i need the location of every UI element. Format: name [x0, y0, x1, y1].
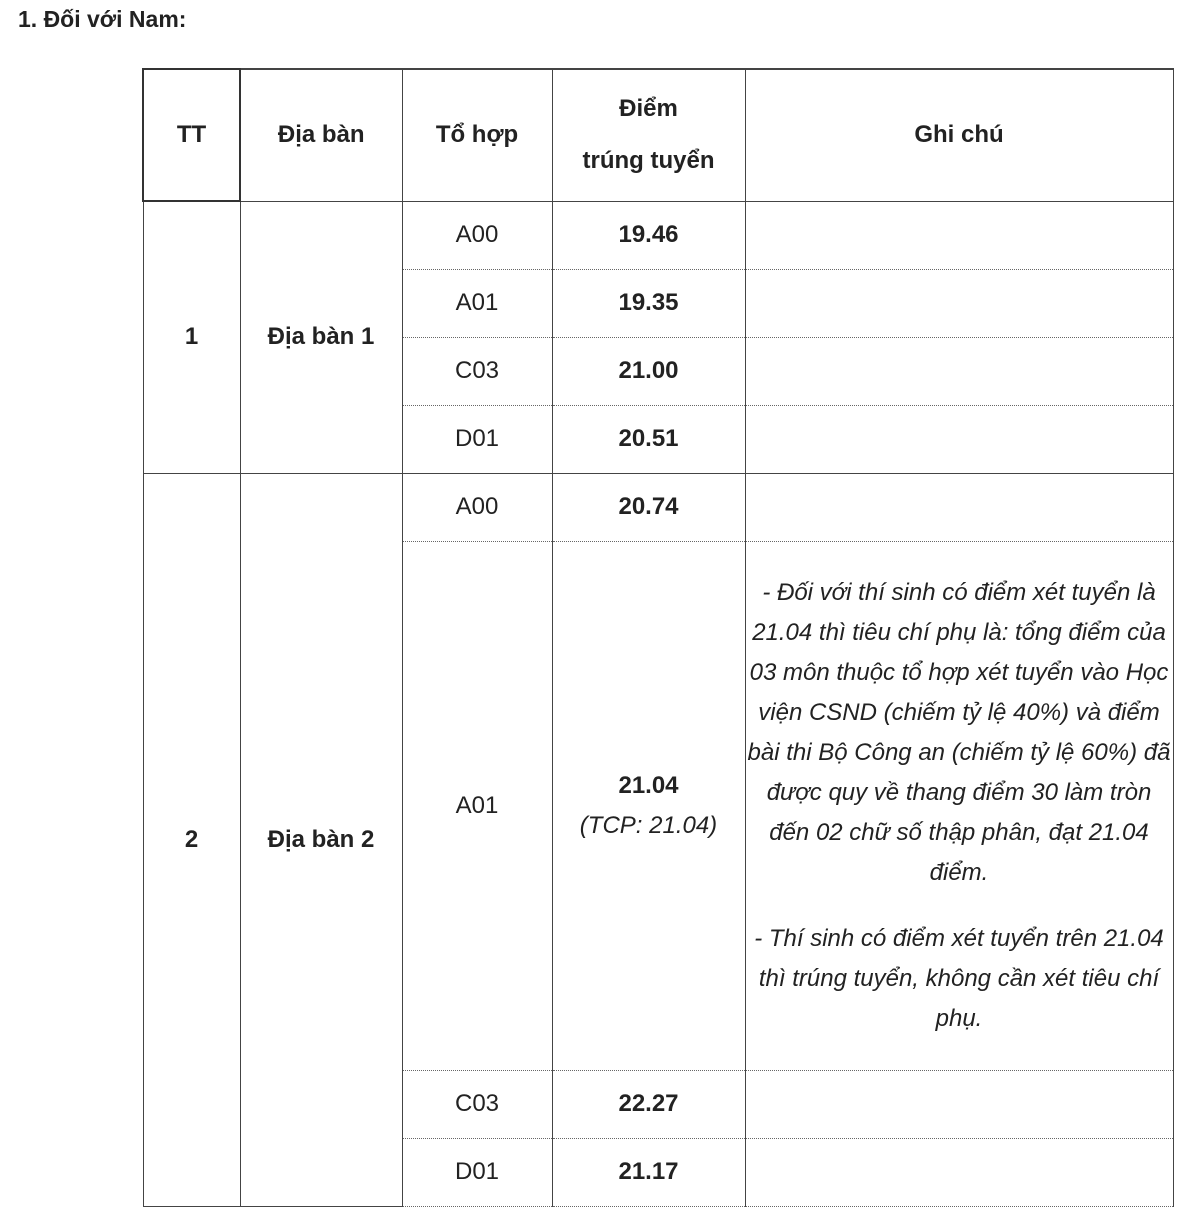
- row-combo: A00: [402, 473, 552, 541]
- header-tt: TT: [143, 69, 240, 201]
- row-tt: 1: [143, 201, 240, 473]
- row-score: 20.74: [552, 473, 745, 541]
- header-score-line1: Điểm: [619, 95, 678, 123]
- row-note: [745, 1070, 1173, 1138]
- header-area: Địa bàn: [240, 69, 402, 201]
- tcp-value: (TCP: 21.04): [579, 811, 718, 839]
- row-note: [745, 269, 1173, 337]
- note-paragraph-1: - Đối với thí sinh có điểm xét tuyển là 21.04 thì tiêu chí phụ là: tổng điểm của 03 môn thuộc tổ hợp xét tuyển vào Học viện CSND (chiếm tỷ lệ 40%) và điểm bài thi Bộ Công an (chiếm tỷ lệ 60%) đã được quy về thang điểm 30 làm tròn đến 02 chữ số thập phân, đạt 21.04 điểm.: [747, 578, 1171, 886]
- row-combo: A01: [402, 541, 552, 1070]
- row-note: [745, 337, 1173, 405]
- row-note: [745, 473, 1173, 541]
- row-combo: D01: [402, 1138, 552, 1206]
- header-combo: Tổ hợp: [402, 69, 552, 201]
- header-score: [552, 69, 745, 201]
- row-area: Địa bàn 2: [240, 473, 402, 1206]
- header-note: Ghi chú: [745, 69, 1173, 201]
- row-score: [552, 541, 745, 1070]
- admission-score-table: [142, 68, 1174, 1207]
- row-note: [745, 201, 1173, 269]
- row-note: [745, 541, 1173, 1070]
- row-score: 19.46: [552, 201, 745, 269]
- table-row: [143, 201, 1173, 269]
- header-score-line2: trúng tuyển: [582, 147, 715, 175]
- row-note: [745, 405, 1173, 473]
- note-paragraph-2: - Thí sinh có điểm xét tuyển trên 21.04 thì trúng tuyển, không cần xét tiêu chí phụ.: [754, 924, 1164, 1032]
- row-combo: C03: [402, 1070, 552, 1138]
- row-tt: 2: [143, 473, 240, 1206]
- section-heading: 1. Đối với Nam:: [18, 6, 187, 32]
- row-score: 20.51: [552, 405, 745, 473]
- table-header-row: [143, 69, 1173, 201]
- row-score: 21.17: [552, 1138, 745, 1206]
- row-score: 22.27: [552, 1070, 745, 1138]
- row-combo: D01: [402, 405, 552, 473]
- score-value: 21.04: [618, 771, 679, 799]
- table-row: [143, 473, 1173, 541]
- row-note: [745, 1138, 1173, 1206]
- row-combo: C03: [402, 337, 552, 405]
- row-score: 19.35: [552, 269, 745, 337]
- row-combo: A00: [402, 201, 552, 269]
- row-score: 21.00: [552, 337, 745, 405]
- row-combo: A01: [402, 269, 552, 337]
- row-area: Địa bàn 1: [240, 201, 402, 473]
